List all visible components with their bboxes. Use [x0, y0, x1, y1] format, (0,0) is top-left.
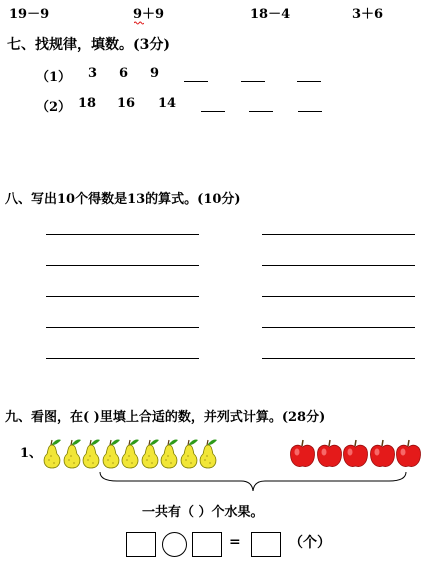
row-1-value-1: 3	[88, 66, 98, 81]
answer-line-right-2[interactable]	[262, 265, 415, 266]
row-1-blank-3[interactable]	[297, 81, 321, 82]
expression-2-marked-number	[133, 7, 142, 22]
expression-2	[133, 3, 164, 22]
answer-line-left-2[interactable]	[46, 265, 199, 266]
row-1-label: （1）	[36, 70, 72, 85]
expression-1: 19－9	[9, 7, 50, 22]
apple-row	[289, 436, 424, 470]
question-1-label: 1、	[20, 446, 43, 461]
expression-2-number: 9	[133, 7, 143, 22]
apple-icon	[342, 436, 369, 470]
answer-line-right-4[interactable]	[262, 327, 415, 328]
pear-row	[41, 436, 241, 470]
row-1-blank-2[interactable]	[241, 81, 265, 82]
answer-box-result[interactable]	[251, 532, 281, 557]
row-1-blank-1[interactable]	[184, 81, 208, 82]
total-fruit-text: 一共有（ ）个水果。	[142, 505, 264, 520]
row-1-value-3: 9	[150, 66, 160, 81]
answer-line-right-3[interactable]	[262, 296, 415, 297]
row-2-value-1: 18	[78, 96, 97, 111]
section-9-title: 九、看图，在( )里填上合适的数，并列式计算。(28分)	[5, 410, 326, 425]
answer-line-left-3[interactable]	[46, 296, 199, 297]
apple-icon	[289, 436, 316, 470]
answer-line-left-5[interactable]	[46, 358, 199, 359]
row-2-blank-1[interactable]	[201, 111, 225, 112]
equals-sign: =	[229, 534, 241, 550]
row-2-label: （2）	[36, 100, 72, 115]
wavy-underline-icon	[134, 21, 144, 25]
answer-line-left-1[interactable]	[46, 234, 199, 235]
unit-label: （个）	[289, 535, 331, 551]
section-7-title: 七、找规律，填数。(3分)	[7, 37, 170, 53]
row-2-value-3: 14	[158, 96, 177, 111]
answer-line-right-5[interactable]	[262, 358, 415, 359]
answer-box-2[interactable]	[192, 532, 222, 557]
section-8-title: 八、写出10个得数是13的算式。(10分)	[5, 192, 241, 207]
expression-2-rest: ＋9	[142, 7, 165, 22]
expression-3: 18－4	[250, 7, 291, 22]
row-2-blank-3[interactable]	[298, 111, 322, 112]
operator-circle[interactable]	[162, 532, 187, 557]
expression-4: 3＋6	[352, 7, 384, 22]
pear-icon	[197, 436, 219, 470]
row-2-value-2: 16	[117, 96, 136, 111]
apple-icon	[316, 436, 343, 470]
row-2-blank-2[interactable]	[249, 111, 273, 112]
answer-line-right-1[interactable]	[262, 234, 415, 235]
brace-icon	[99, 471, 407, 493]
apple-icon	[395, 436, 422, 470]
row-1-value-2: 6	[119, 66, 129, 81]
answer-line-left-4[interactable]	[46, 327, 199, 328]
apple-icon	[369, 436, 396, 470]
answer-box-1[interactable]	[126, 532, 156, 557]
